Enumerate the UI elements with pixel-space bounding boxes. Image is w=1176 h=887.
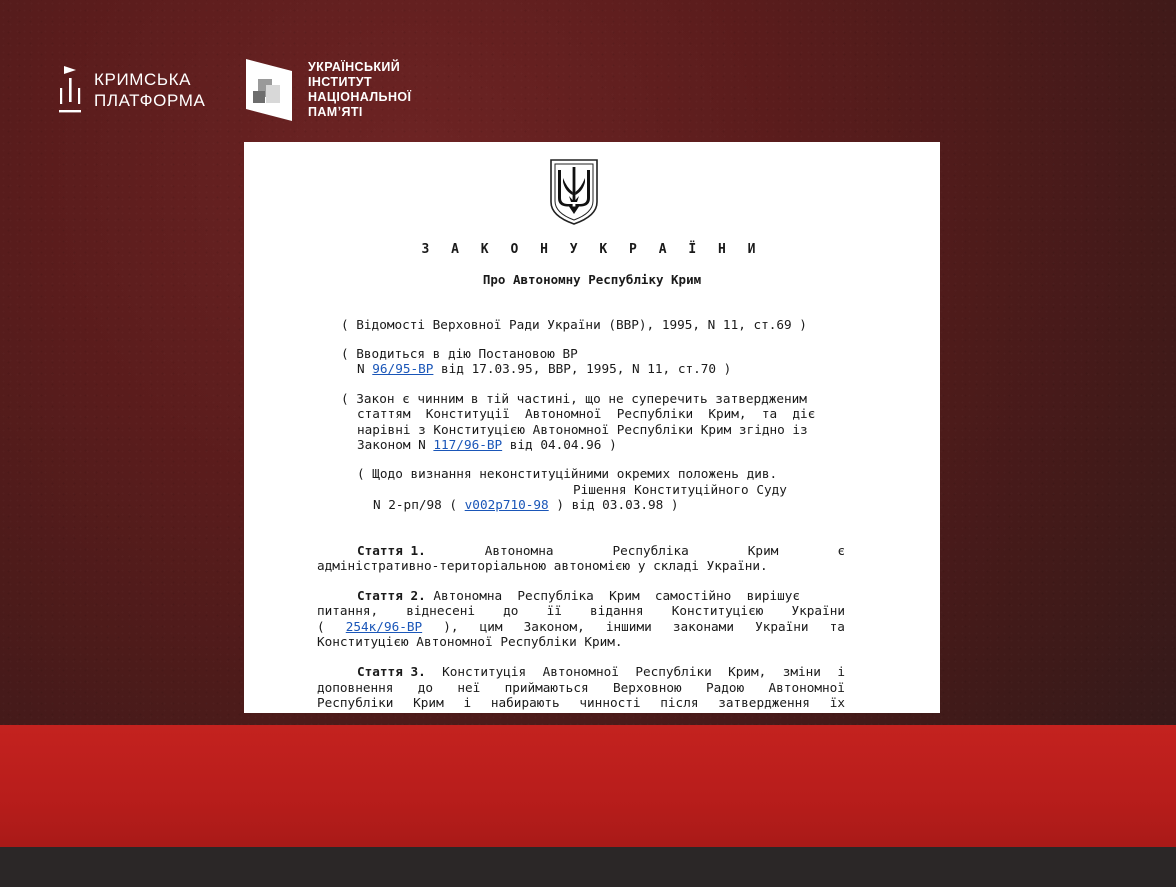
uinp-line-2: ІНСТИТУТ <box>308 75 373 89</box>
law-title: З А К О Н У К Р А Ї Н И <box>421 242 763 257</box>
article-3-word: Верховною <box>612 680 682 695</box>
article-3-line-3 <box>317 695 845 710</box>
law-subtitle: Про Автономну Республіку Крим <box>482 272 702 287</box>
article-3-line-2 <box>317 680 845 695</box>
article-1-word: є <box>837 543 845 558</box>
article-1-word: Крим <box>747 543 779 558</box>
ref-court-suffix: ) від 03.03.98 ) <box>548 497 679 512</box>
ref-decree-line-1: ( Вводиться в дію Постановою ВР <box>341 346 578 361</box>
article-1-label: Стаття 1. <box>357 543 426 558</box>
article-2-word: до <box>503 603 519 618</box>
red-stripe <box>0 725 1176 847</box>
law-document <box>244 142 940 713</box>
ref-validity-prefix: Законом N <box>357 437 434 452</box>
ref-validity-line-3: нарівні з Конституцією Автономної Республіки Крим згідно із <box>357 422 808 437</box>
article-3-word: після <box>660 695 699 710</box>
article-3-word: зміни <box>782 664 821 679</box>
article-3-word: затвердження <box>718 695 810 710</box>
article-2-word: віднесені <box>406 603 476 618</box>
article-3-word: їх <box>829 695 845 710</box>
uinp-logo <box>246 57 411 123</box>
article-2-word: законами <box>672 619 734 634</box>
article-2-word: відання <box>590 603 644 618</box>
article-2-open-paren: ( <box>317 619 325 634</box>
article-2-line-2 <box>317 603 845 618</box>
ref-decree-suffix: від 17.03.95, ВВР, 1995, N 11, ст.70 ) <box>433 361 732 376</box>
article-3-word: доповнення <box>317 680 394 695</box>
crimea-platform-line-2: ПЛАТФОРМА <box>94 91 206 110</box>
article-3-word: приймаються <box>504 680 589 695</box>
ref-court-line-1: ( Щодо визнання неконституційними окремих положень див. <box>357 466 778 481</box>
ref-vvr: ( Відомості Верховної Ради України (ВВР), 1995, N 11, ст.69 ) <box>341 317 807 332</box>
link-96-95-vr[interactable]: 96/95-ВР <box>372 361 434 376</box>
ref-decree-line-2 <box>357 361 731 376</box>
article-3-word: і <box>463 695 472 710</box>
article-2-line-3 <box>317 619 845 634</box>
article-2-text: Автономна Республіка Крим самостійно вирішує <box>433 588 801 603</box>
article-2-word: України <box>755 619 809 634</box>
article-2-word: ), <box>443 619 459 634</box>
article-2-word: Законом, <box>523 619 585 634</box>
ref-court-line-3 <box>373 497 679 512</box>
article-2-line-4: Конституцією Автономної Республіки Крим. <box>317 634 623 649</box>
article-2-word: іншими <box>605 619 652 634</box>
crimea-platform-logo <box>56 62 205 118</box>
ref-validity-line-1: ( Закон є чинним в тій частині, що не суперечить затвердженим <box>341 391 807 406</box>
article-2-word: цим <box>479 619 503 634</box>
article-2-label: Стаття 2. <box>357 588 426 603</box>
ref-validity-line-4 <box>357 437 617 452</box>
trident-coat-of-arms-icon <box>548 158 600 226</box>
article-3-word: Конституція <box>442 664 527 679</box>
article-1-word: Республіка <box>612 543 689 558</box>
uinp-line-4: ПАМʼЯТІ <box>308 105 363 119</box>
article-3-word: до <box>417 680 433 695</box>
article-3-word: і <box>837 664 845 679</box>
article-3-word: Автономної <box>542 664 619 679</box>
article-2-word: питання, <box>317 603 379 618</box>
link-117-96-vr[interactable]: 117/96-ВР <box>433 437 503 452</box>
ref-validity-suffix: від 04.04.96 ) <box>502 437 617 452</box>
ref-decree-prefix: N <box>357 361 373 376</box>
article-2-word: її <box>546 603 562 618</box>
crimea-platform-line-1: КРИМСЬКА <box>94 70 192 89</box>
article-3-word: Крим, <box>728 664 767 679</box>
article-2-word: Конституцією <box>671 603 764 618</box>
article-3-word: Республіки <box>317 695 394 710</box>
crimea-platform-logo-icon <box>56 62 84 118</box>
ref-validity-line-2: статтям Конституції Автономної Республіки Крим, та діє <box>357 406 816 421</box>
link-v002p710-98[interactable]: v002p710-98 <box>464 497 549 512</box>
article-3-word: Автономної <box>768 680 845 695</box>
uinp-line-3: НАЦІОНАЛЬНОЇ <box>308 90 412 104</box>
article-3-word: Крим <box>413 695 444 710</box>
article-2-word: України <box>791 603 845 618</box>
article-1-line-1 <box>357 543 845 558</box>
article-3-word: чинності <box>579 695 641 710</box>
dark-bottom-stripe <box>0 847 1176 887</box>
uinp-line-1: УКРАЇНСЬКИЙ <box>308 60 401 74</box>
article-3-word: Радою <box>706 680 745 695</box>
ref-court-prefix: N 2-рп/98 ( <box>373 497 465 512</box>
article-1-word: Автономна <box>484 543 554 558</box>
article-2-word: та <box>829 619 845 634</box>
article-3-word: набирають <box>490 695 560 710</box>
article-3-label: Стаття 3. <box>357 664 426 679</box>
article-3-line-1 <box>357 664 845 679</box>
uinp-logo-icon <box>246 57 294 123</box>
article-2-line-1 <box>357 588 800 603</box>
ref-court-line-2: Рішення Конституційного Суду <box>573 482 787 497</box>
article-3-word: Республіки <box>635 664 712 679</box>
article-1-line-2: адміністративно-територіальною автономією у складі України. <box>317 558 768 573</box>
link-254k-96-vr[interactable]: 254к/96-ВР <box>345 619 423 634</box>
article-3-word: неї <box>457 680 481 695</box>
